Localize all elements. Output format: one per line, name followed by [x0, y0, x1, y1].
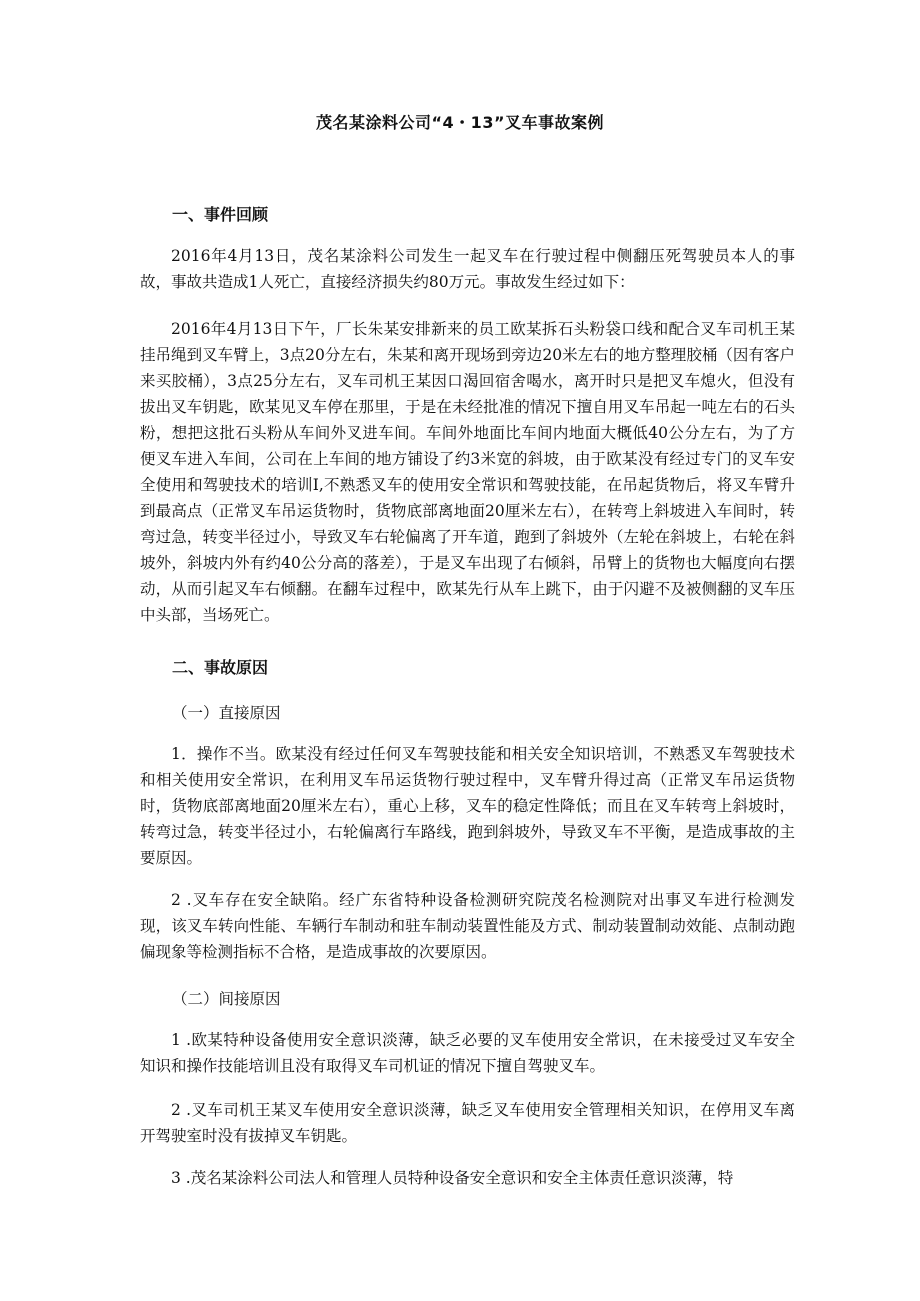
paragraph-direct-cause-1: 1．操作不当。欧某没有经过任何叉车驾驶技能和相关安全知识培训，不熟悉叉车驾驶技术和相关使用安全常识，在利用叉车吊运货物行驶过程中，叉车臂升得过高（正常叉车吊运货物时，货物底部离地面20厘米左右），重心上移，叉车的稳定性降低；而且在叉车转弯上斜坡时，转弯过急，转变半径过小，右轮偏离行车路线，跑到斜坡外，导致叉车不平衡，是造成事故的主要原因。 — [140, 745, 795, 867]
paragraph-indirect-cause-2: 2 .叉车司机王某叉车使用安全意识淡薄，缺乏叉车使用安全管理相关知识，在停用叉车离开驾驶室时没有拔掉叉车钥匙。 — [140, 1101, 795, 1145]
subheading-direct-causes: （一）直接原因 — [172, 704, 281, 722]
section-heading-event-review: 一、事件回顾 — [172, 205, 269, 224]
document-title: 茂名某涂料公司“4・13”叉车事故案例 — [316, 113, 604, 132]
paragraph-summary: 2016年4月13日，茂名某涂料公司发生一起叉车在行驶过程中侧翻压死驾驶员本人的事故，事故共造成1人死亡，直接经济损失约80万元。事故发生经过如下： — [140, 247, 795, 291]
paragraph-direct-cause-2: 2 .叉车存在安全缺陷。经广东省特种设备检测研究院茂名检测院对出事叉车进行检测发现，该叉车转向性能、车辆行车制动和驻车制动装置性能及方式、制动装置制动效能、点制动跑偏现象等检测指标不合格，是造成事故的次要原因。 — [140, 891, 795, 961]
section-heading-causes: 二、事故原因 — [172, 658, 269, 677]
subheading-indirect-causes: （二）间接原因 — [172, 990, 281, 1008]
paragraph-indirect-cause-1: 1 .欧某特种设备使用安全意识淡薄，缺乏必要的叉车使用安全常识，在未接受过叉车安全知识和操作技能培训且没有取得叉车司机证的情况下擅自驾驶叉车。 — [140, 1031, 795, 1075]
paragraph-incident-details: 2016年4月13日下午，厂长朱某安排新来的员工欧某拆石头粉袋口线和配合叉车司机王某挂吊绳到叉车臂上，3点20分左右，朱某和离开现场到旁边20米左右的地方整理胶桶（因有客户来买胶桶），3点25分左右，叉车司机王某因口渴回宿舍喝水，离开时只是把叉车熄火，但没有拔出叉车钥匙，欧某见叉车停在那里，于是在未经批准的情况下擅自用叉车吊起一吨左右的石头粉，想把这批石头粉从车间外叉进车间。车间外地面比车间内地面大概低40公分左右，为了方便叉车进入车间，公司在上车间的地方铺设了约3米宽的斜坡，由于欧某没有经过专门的叉车安全使用和驾驶技术的培训I,不熟悉叉车的使用安全常识和驾驶技能，在吊起货物后，将叉车臂升到最高点（正常叉车吊运货物时，货物底部离地面20厘米左右），在转弯上斜坡进入车间时，转弯过急，转变半径过小，导致叉车右轮偏离了开车道，跑到了斜坡外（左轮在斜坡上，右轮在斜坡外，斜坡内外有约40公分高的落差），于是叉车出现了右倾斜，吊臂上的货物也大幅度向右摆动，从而引起叉车右倾翻。在翻车过程中，欧某先行从车上跳下，由于闪避不及被侧翻的叉车压中头部，当场死亡。 — [140, 320, 795, 624]
paragraph-indirect-cause-3: 3 .茂名某涂料公司法人和管理人员特种设备安全意识和安全主体责任意识淡薄，特 — [171, 1169, 734, 1187]
